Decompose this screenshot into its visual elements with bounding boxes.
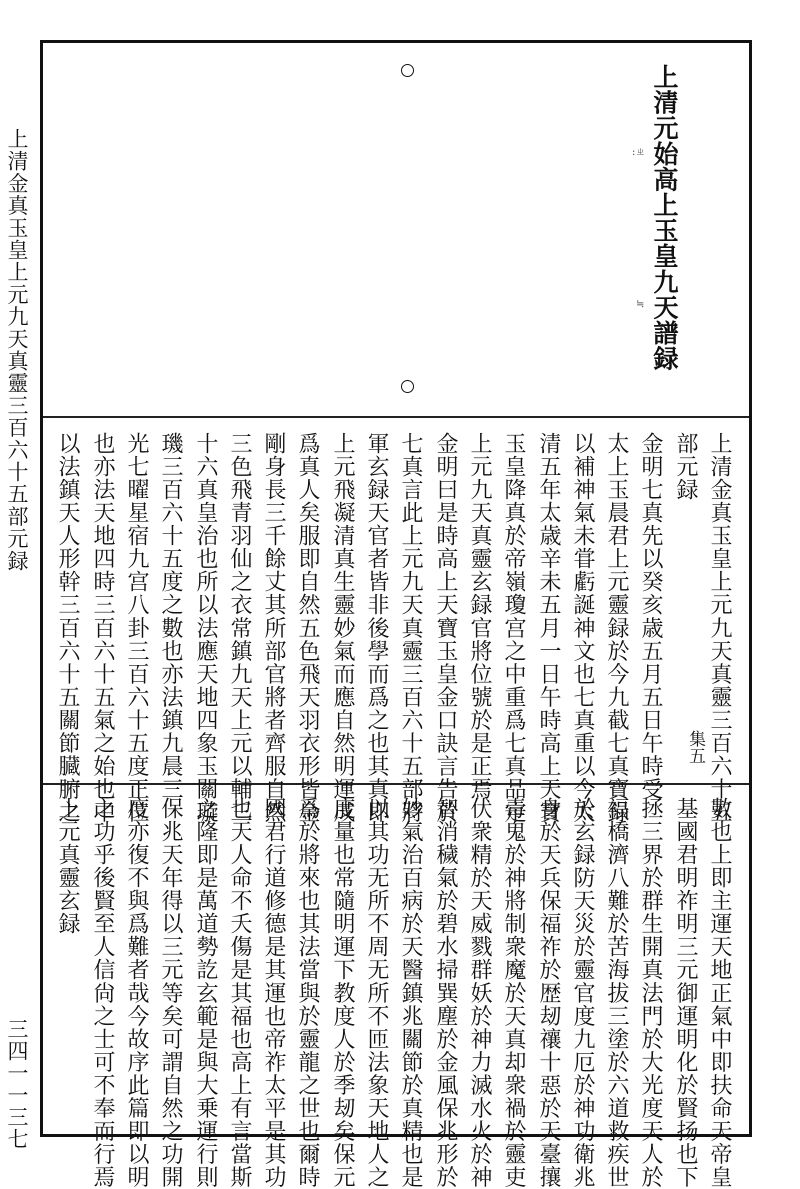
text-column: 毒鬼於神將制衆魔於天真却衆禍於靈吏: [501, 797, 526, 1189]
text-column: 伏衆精於天威戮群妖於神力滅水火於神: [467, 797, 492, 1189]
text-column: 部元録: [673, 432, 698, 502]
text-column: 於玄録防天災於靈官度九厄於神功衛兆: [570, 797, 595, 1189]
text-column: 璣三百六十五度之數也亦法鎮九晨三: [158, 432, 183, 801]
section-tag: 集五: [685, 730, 705, 764]
circle-mark-top: [401, 64, 414, 77]
text-column: 爲於將來也其法當與於靈龍之世也爾時: [295, 797, 320, 1189]
text-column: 金明七真先以癸亥歳五月五日午時受: [638, 432, 663, 801]
text-column: 之功乎後賢至人信尙之士可不奉而行焉: [90, 797, 115, 1189]
cover-title: 上清元始高上玉皇九天譜録: [650, 64, 679, 372]
text-column: 度量也常隨明運下教度人於季刼矣保元: [330, 797, 355, 1189]
text-column: 也亦法天地四時三百六十五氣之始也中: [90, 432, 115, 824]
text-column: 數也上即主運天地正氣中即扶命天帝皇: [707, 797, 732, 1189]
text-column: 保兆天年得以三元等矣可謂自然之功開: [158, 797, 183, 1189]
text-column: 上元九天真靈玄録官將位號於是正焉: [467, 432, 492, 801]
text-column: 十六真皇治也所以法應天地四象玉關璇: [193, 432, 218, 824]
text-column: 剛身長三千餘丈其所部官將者齊服自然: [261, 432, 286, 824]
text-column: 太上玉晨君上元靈録於今九截七真寶録: [604, 432, 629, 824]
text-column: 金明曰是時高上天寶玉皇金口訣言告於: [433, 432, 458, 824]
text-column: 拯三界於群生開真法門於大光度天人於: [638, 797, 663, 1189]
text-column: 以其功无所不周无所不匝法象天地人之: [364, 797, 389, 1189]
margin-title: 上清金真玉皇上元九天真靈三百六十五部元録: [5, 128, 29, 572]
text-column: 智消穢氣於碧水掃巽塵於金風保兆形於: [433, 797, 458, 1189]
text-column: 也天人命不夭傷是其福也高上有言當斯: [227, 797, 252, 1189]
text-column: 玉皇降真於帝嶺瓊宫之中重爲七真品定: [501, 432, 526, 824]
circle-mark-bottom: [401, 380, 414, 393]
panel-divider-1: [43, 416, 749, 418]
text-column: 基國君明祚明三元御運明化於賢扬也下: [673, 797, 698, 1189]
text-column: 以法鎮天人形幹三百六十五關節臓腑之: [55, 432, 80, 824]
margin-page-number: 三四一一三七: [5, 1018, 29, 1150]
text-column: 國君行道修德是其運也帝祚太平是其功: [261, 797, 286, 1189]
text-column: 上元飛凝清真生靈妙氣而應自然明運成: [330, 432, 355, 824]
marginal-note-mark: ≒: [636, 299, 645, 310]
text-column: 軍玄録天官者皆非後學而爲之也其真即: [364, 432, 389, 824]
text-column: 福橋濟八難於苦海拔三塗於六道救疾世: [604, 797, 629, 1189]
text-column: 度亦復不與爲難者哉今故序此篇即以明: [124, 797, 149, 1189]
text-column: 上清金真玉皇上元九天真靈三百六十五: [707, 432, 732, 824]
text-column: 妙氣治百病於天醫鎮兆關節於真精也是: [398, 797, 423, 1189]
text-column: 三色飛青羽仙之衣常鎮九天上元以輔三: [227, 432, 252, 824]
text-column: 七真言此上元九天真靈三百六十五部將: [398, 432, 423, 824]
text-column: 上元真靈玄録: [55, 797, 80, 936]
text-column: 清五年太歳辛未五月一日午時高上天寶: [536, 432, 561, 824]
text-column: 爲真人矣服即自然五色飛天羽衣形皆金: [295, 432, 320, 824]
text-column: 身於天兵保福祚於歴刼禳十惡於天臺攘: [536, 797, 561, 1189]
text-column: 以補神氣未甞虧誕神文也七真重以今太: [570, 432, 595, 824]
text-column: 光七曜星宿九宫八卦三百六十五度正位: [124, 432, 149, 824]
text-column: 之隆即是萬道勢訖玄範是與大乗運行則: [193, 797, 218, 1189]
marginal-note-mark: :ㄓ: [632, 147, 646, 158]
